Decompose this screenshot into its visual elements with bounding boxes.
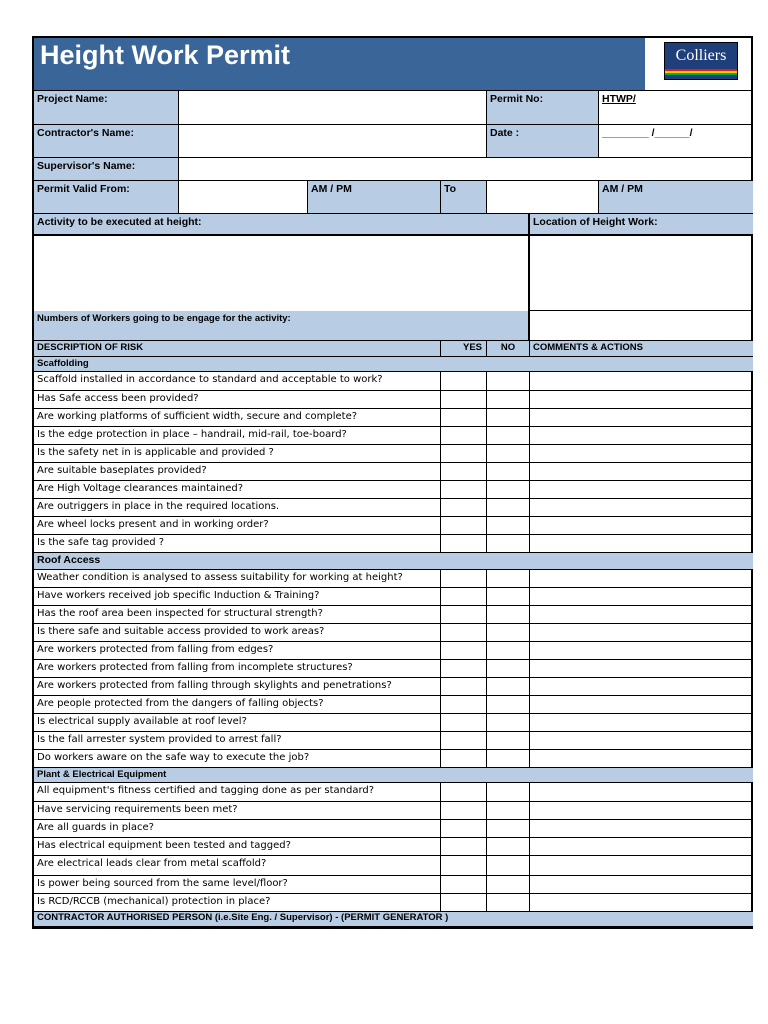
to-label: To [441,181,487,213]
permit-form [32,36,753,929]
risk-question: Are outriggers in place in the required locations. [34,499,441,516]
project-name-field[interactable] [179,91,487,124]
yes-cell[interactable] [441,714,487,731]
comments-cell[interactable] [530,409,753,426]
table-row [34,894,751,912]
section-header [34,553,751,570]
no-cell[interactable] [487,624,530,641]
table-row [34,624,751,642]
table-row [34,838,751,856]
risk-question: Is the edge protection in place – handrail, mid-rail, toe-board? [34,427,441,444]
risk-question: Are workers protected from falling from edges? [34,642,441,659]
yes-cell[interactable] [441,481,487,498]
project-name-label: Project Name: [34,91,179,124]
risk-question: Are electrical leads clear from metal scaffold? [34,856,441,875]
comments-cell[interactable] [530,463,753,480]
yes-cell[interactable] [441,535,487,552]
risk-question: Are High Voltage clearances maintained? [34,481,441,498]
risk-question: Has the roof area been inspected for structural strength? [34,606,441,623]
yes-cell[interactable] [441,678,487,695]
date-label: Date : [487,125,599,157]
risk-table-header [34,341,751,357]
no-cell[interactable] [487,856,530,875]
no-cell[interactable] [487,499,530,516]
table-row [34,802,751,820]
workers-field[interactable] [530,311,753,340]
table-row [34,570,751,588]
section-title: Scaffolding [34,357,753,371]
table-row [34,660,751,678]
comments-cell[interactable] [530,802,753,819]
comments-cell[interactable] [530,696,753,713]
permit-no-value: HTWP/ [602,93,636,105]
risk-question: Has electrical equipment been tested and tagged? [34,838,441,855]
no-cell[interactable] [487,696,530,713]
table-row [34,463,751,481]
no-cell[interactable] [487,660,530,677]
section-header [34,357,751,372]
risk-question: Are people protected from the dangers of falling objects? [34,696,441,713]
contractor-name-field[interactable] [179,125,487,157]
workers-row [34,311,751,341]
risk-question: Is the safe tag provided ? [34,535,441,552]
activity-field[interactable] [34,236,530,311]
yes-cell[interactable] [441,517,487,534]
no-cell[interactable] [487,588,530,605]
yes-cell[interactable] [441,391,487,408]
yes-cell[interactable] [441,624,487,641]
project-row [34,91,751,125]
yes-cell[interactable] [441,696,487,713]
no-cell[interactable] [487,642,530,659]
risk-question: Are all guards in place? [34,820,441,837]
comments-cell[interactable] [530,517,753,534]
table-row [34,517,751,535]
no-cell[interactable] [487,732,530,749]
table-row [34,535,751,553]
no-cell[interactable] [487,894,530,911]
yes-cell[interactable] [441,570,487,587]
location-label: Location of Height Work: [530,214,753,234]
permit-valid-from-label: Permit Valid From: [34,181,179,213]
yes-cell[interactable] [441,427,487,444]
activity-label: Activity to be executed at height: [34,214,530,234]
footer-label: CONTRACTOR AUTHORISED PERSON (i.e.Site Eng. / Supervisor) - (PERMIT GENERATOR ) [34,912,753,926]
no-cell[interactable] [487,391,530,408]
yes-cell[interactable] [441,372,487,390]
no-cell[interactable] [487,783,530,801]
risk-question: Is the fall arrester system provided to arrest fall? [34,732,441,749]
risk-question: Are workers protected from falling through skylights and penetrations? [34,678,441,695]
comments-cell[interactable] [530,714,753,731]
risk-question: Is RCD/RCCB (mechanical) protection in place? [34,894,441,911]
comments-cell[interactable] [530,570,753,587]
logo-text: Colliers [675,47,727,64]
risk-question: Scaffold installed in accordance to standard and acceptable to work? [34,372,441,390]
no-cell[interactable] [487,750,530,767]
risk-question: Are workers protected from falling from incomplete structures? [34,660,441,677]
no-cell[interactable] [487,606,530,623]
yes-header: YES [441,341,487,356]
no-cell[interactable] [487,427,530,444]
table-row [34,732,751,750]
no-cell[interactable] [487,463,530,480]
risk-question: Weather condition is analysed to assess suitability for working at height? [34,570,441,587]
comments-cell[interactable] [530,445,753,462]
risk-question: Are working platforms of sufficient width, secure and complete? [34,409,441,426]
table-row [34,856,751,876]
yes-cell[interactable] [441,588,487,605]
table-row [34,696,751,714]
risk-sections [34,357,751,912]
table-row [34,588,751,606]
comments-cell[interactable] [530,624,753,641]
activity-body-row [34,236,751,311]
comments-cell[interactable] [530,427,753,444]
table-row [34,678,751,696]
table-row [34,876,751,894]
comments-cell[interactable] [530,660,753,677]
yes-cell[interactable] [441,499,487,516]
table-row [34,783,751,802]
no-cell[interactable] [487,678,530,695]
risk-question: Is electrical supply available at roof level? [34,714,441,731]
supervisor-row [34,158,751,181]
no-cell[interactable] [487,372,530,390]
risk-question: Has Safe access been provided? [34,391,441,408]
no-cell[interactable] [487,481,530,498]
no-cell[interactable] [487,445,530,462]
no-cell[interactable] [487,535,530,552]
valid-to-field[interactable] [487,181,599,213]
contractor-name-label: Contractor's Name: [34,125,179,157]
no-cell[interactable] [487,714,530,731]
yes-cell[interactable] [441,660,487,677]
no-cell[interactable] [487,802,530,819]
no-cell[interactable] [487,838,530,855]
colliers-logo [664,42,738,80]
comments-cell[interactable] [530,820,753,837]
comments-cell[interactable] [530,876,753,893]
table-row [34,445,751,463]
supervisor-name-field[interactable] [179,158,753,180]
date-value: ________ /______/ [602,127,693,139]
comments-cell[interactable] [530,678,753,695]
no-cell[interactable] [487,820,530,837]
no-header: NO [487,341,530,356]
description-header: DESCRIPTION OF RISK [34,341,441,356]
risk-question: Is there safe and suitable access provided to work areas? [34,624,441,641]
table-row [34,606,751,624]
yes-cell[interactable] [441,856,487,875]
comments-header: COMMENTS & ACTIONS [530,341,753,356]
comments-cell[interactable] [530,606,753,623]
table-row [34,820,751,838]
risk-question: Have workers received job specific Induction & Training? [34,588,441,605]
yes-cell[interactable] [441,838,487,855]
yes-cell[interactable] [441,409,487,426]
yes-cell[interactable] [441,750,487,767]
yes-cell[interactable] [441,876,487,893]
page-title: Height Work Permit [34,38,645,90]
comments-cell[interactable] [530,894,753,911]
ampm-label-2: AM / PM [599,181,753,213]
table-row [34,642,751,660]
table-row [34,481,751,499]
comments-cell[interactable] [530,588,753,605]
section-header [34,768,751,783]
no-cell[interactable] [487,409,530,426]
comments-cell[interactable] [530,535,753,552]
supervisor-name-label: Supervisor's Name: [34,158,179,180]
activity-header-row [34,214,751,236]
comments-cell[interactable] [530,642,753,659]
location-field[interactable] [530,236,753,311]
no-cell[interactable] [487,570,530,587]
workers-label: Numbers of Workers going to be engage for the activity: [34,311,530,340]
comments-cell[interactable] [530,750,753,767]
risk-question: Is power being sourced from the same level/floor? [34,876,441,893]
permit-valid-row [34,181,751,214]
valid-from-field[interactable] [179,181,308,213]
table-row [34,409,751,427]
comments-cell[interactable] [530,856,753,875]
no-cell[interactable] [487,517,530,534]
no-cell[interactable] [487,876,530,893]
comments-cell[interactable] [530,481,753,498]
yes-cell[interactable] [441,732,487,749]
footer-row [34,912,751,926]
comments-cell[interactable] [530,391,753,408]
table-row [34,372,751,391]
contractor-row [34,125,751,158]
risk-question: Is the safety net in is applicable and provided ? [34,445,441,462]
risk-question: Do workers aware on the safe way to execute the job? [34,750,441,767]
table-row [34,427,751,445]
logo-stripes [665,69,737,75]
comments-cell[interactable] [530,499,753,516]
yes-cell[interactable] [441,606,487,623]
risk-question: All equipment's fitness certified and tagging done as per standard? [34,783,441,801]
yes-cell[interactable] [441,820,487,837]
form-header [34,38,751,91]
risk-question: Have servicing requirements been met? [34,802,441,819]
yes-cell[interactable] [441,445,487,462]
date-field[interactable] [599,125,753,157]
section-title: Plant & Electrical Equipment [34,768,753,782]
yes-cell[interactable] [441,894,487,911]
ampm-label-1: AM / PM [308,181,441,213]
permit-no-field[interactable] [599,91,753,124]
risk-question: Are wheel locks present and in working order? [34,517,441,534]
table-row [34,750,751,768]
yes-cell[interactable] [441,783,487,801]
risk-question: Are suitable baseplates provided? [34,463,441,480]
comments-cell[interactable] [530,783,753,801]
table-row [34,391,751,409]
yes-cell[interactable] [441,642,487,659]
section-title: Roof Access [34,553,753,569]
comments-cell[interactable] [530,838,753,855]
table-row [34,499,751,517]
yes-cell[interactable] [441,802,487,819]
comments-cell[interactable] [530,732,753,749]
yes-cell[interactable] [441,463,487,480]
table-row [34,714,751,732]
permit-no-label: Permit No: [487,91,599,124]
comments-cell[interactable] [530,372,753,390]
